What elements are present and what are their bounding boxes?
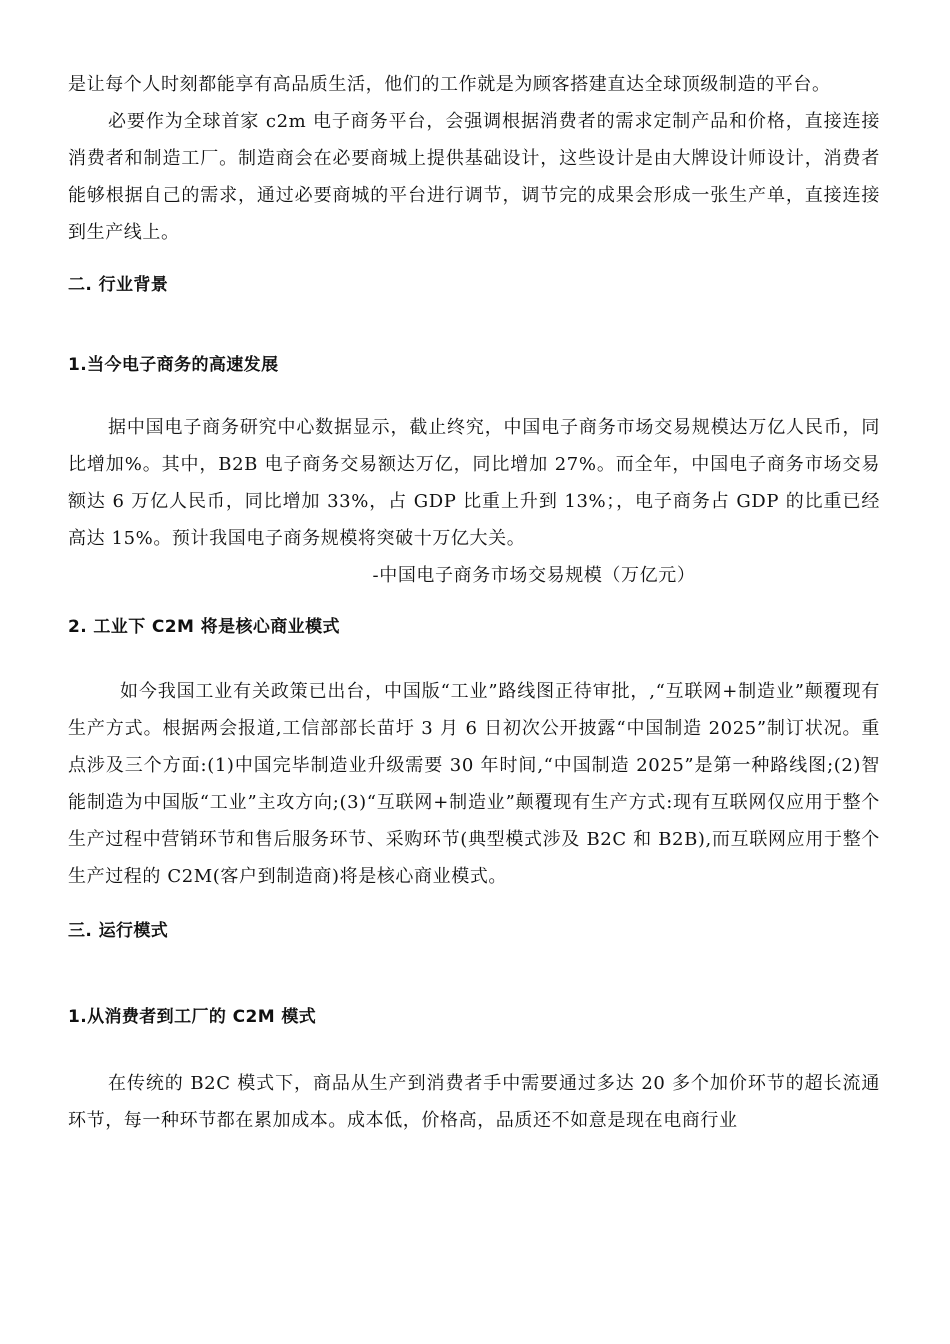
section-2-heading: 二. 行业背景 (68, 275, 169, 295)
section-3-1-paragraph: 在传统的 B2C 模式下，商品从生产到消费者手中需要通过多达 20 多个加价环节的超长流通环节，每一种环节都在累加成本。成本低，价格高，品质还不如意是现在电商行业 (68, 1073, 880, 1131)
section-3-1-heading: 1.从消费者到工厂的 C2M 模式 (68, 1007, 317, 1027)
intro-paragraph: 必要作为全球首家 c2m 电子商务平台，会强调根据消费者的需求定制产品和价格，直接连接消费者和制造工厂。制造商会在必要商城上提供基础设计，这些设计是由大牌设计师设计，消费者能够根据自己的需求，通过必要商城的平台进行调节，调节完的成果会形成一张生产单，直接连接到生产线上。 (68, 111, 880, 243)
section-2-1-paragraph: 据中国电子商务研究中心数据显示，截止终究，中国电子商务市场交易规模达万亿人民币，同比增加%。其中，B2B 电子商务交易额达万亿，同比增加 27%。而全年，中国电子商务市场交易额达 6 万亿人民币，同比增加 33%，占 GDP 比重上升到 13%；，电子商务占 GDP 的比重已经高达 15%。预计我国电子商务规模将突破十万亿大关。 (68, 417, 880, 549)
section-3-heading: 三. 运行模式 (68, 921, 169, 941)
section-2-2-heading: 2. 工业下 C2M 将是核心商业模式 (68, 617, 340, 637)
chart-caption: -中国电子商务市场交易规模（万亿元） (372, 565, 696, 586)
section-2-2-paragraph: 如今我国工业有关政策已出台，中国版“工业”路线图正待审批，,“互联网+制造业”颠覆现有生产方式。根据两会报道,工信部部长苗圩 3 月 6 日初次公开披露“中国制造 2025”制订状况。重点涉及三个方面:(1)中国完毕制造业升级需要 30 年时间,“中国制造 2025”是第一种路线图;(2)智能制造为中国版“工业”主攻方向;(3)“互联网+制造业”颠覆现有生产方式:现有互联网仅应用于整个生产过程中营销环节和售后服务环节、采购环节(典型模式涉及 B2C 和 B2B),而互联网应用于整个生产过程的 C2M(客户到制造商)将是核心商业模式。 (68, 681, 880, 887)
section-2-1-heading: 1.当今电子商务的高速发展 (68, 355, 279, 375)
intro-tail-paragraph: 是让每个人时刻都能享有高品质生活，他们的工作就是为顾客搭建直达全球顶级制造的平台。 (68, 74, 831, 95)
document-page (68, 66, 880, 1139)
